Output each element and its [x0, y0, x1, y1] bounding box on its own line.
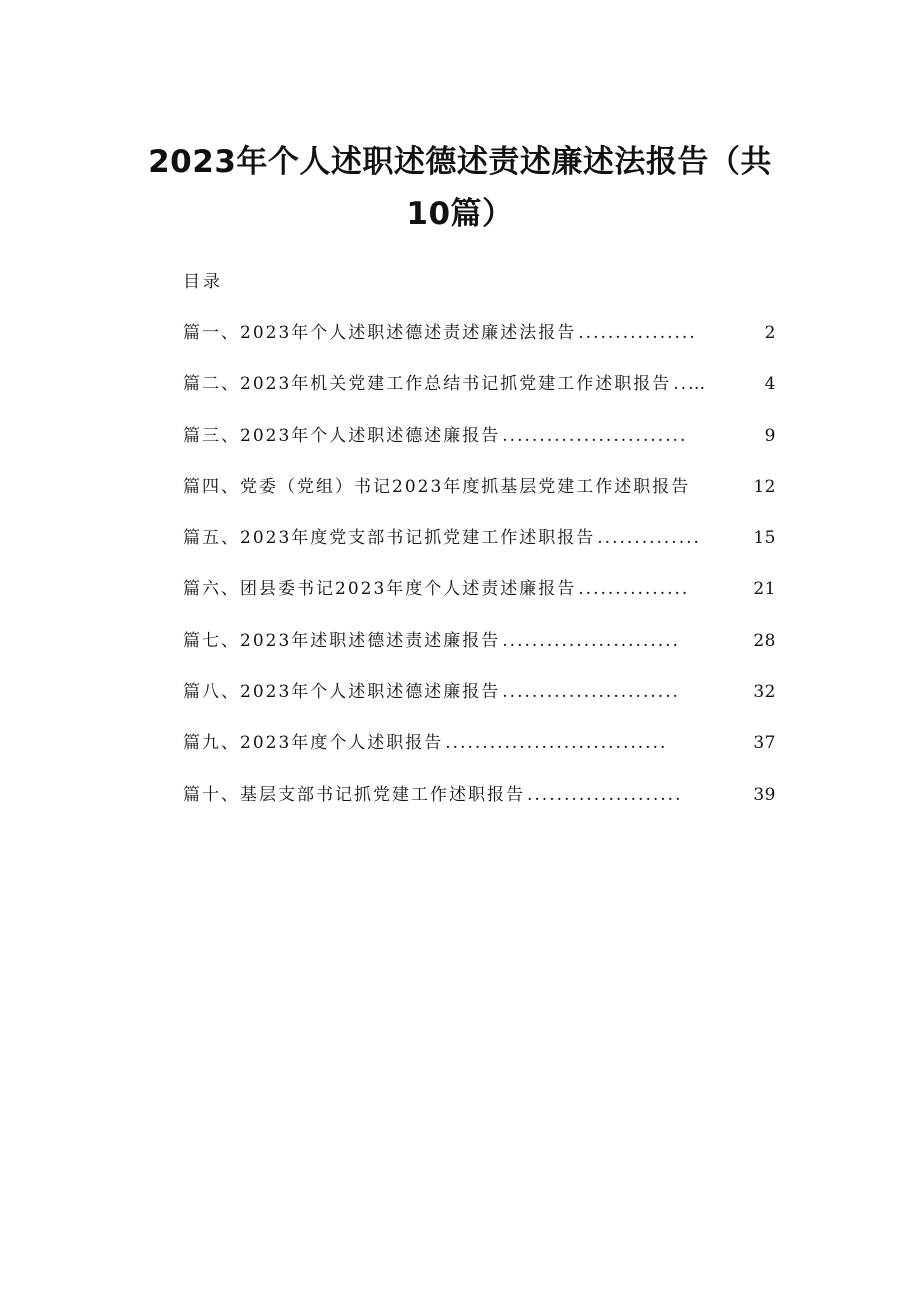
toc-entry-4[interactable]: [183, 474, 776, 525]
toc-entry-3[interactable]: [183, 423, 776, 474]
toc-entry-6[interactable]: [183, 576, 776, 627]
toc-entry-leader: ...............: [578, 579, 690, 600]
toc-entry-leader: ........................: [502, 682, 680, 703]
toc-entry-9[interactable]: [183, 730, 776, 781]
toc-entry-page-number: 9: [764, 425, 776, 446]
toc-entry-title: 篇八、2023年个人述职述德述廉报告: [183, 682, 501, 703]
toc-entry-title: 篇七、2023年述职述德述责述廉报告: [183, 630, 501, 651]
toc-entry-page-number: 2: [764, 323, 776, 343]
toc-entry-8[interactable]: [183, 679, 776, 730]
toc-entry-leader: ........................: [502, 630, 680, 651]
table-of-contents: [183, 320, 776, 833]
toc-entry-page-number: 32: [753, 682, 776, 703]
toc-entry-title: 篇六、团县委书记2023年度个人述责述廉报告: [183, 579, 577, 600]
toc-entry-page-number: 4: [764, 374, 776, 395]
toc-entry-10[interactable]: [183, 782, 776, 833]
toc-entry-leader: ..............................: [445, 733, 668, 754]
toc-entry-title: 篇三、2023年个人述职述德述廉报告: [183, 425, 501, 446]
toc-entry-2[interactable]: [183, 371, 776, 422]
toc-entry-page-number: 15: [753, 528, 776, 549]
toc-entry-page-number: 21: [753, 579, 776, 600]
toc-entry-title: 篇九、2023年度个人述职报告: [183, 733, 444, 754]
document-title: 2023年个人述职述德述责述廉述法报告（共10篇）: [148, 144, 772, 232]
toc-entry-leader: .........................: [502, 425, 688, 446]
toc-entry-page-number: 28: [753, 630, 776, 651]
toc-entry-leader: ................: [578, 323, 697, 343]
toc-entry-1[interactable]: [183, 320, 776, 371]
toc-entry-leader: .....................: [527, 784, 683, 805]
toc-entry-5[interactable]: [183, 525, 776, 576]
toc-entry-title: 篇十、基层支部书记抓党建工作述职报告: [183, 784, 525, 805]
toc-entry-title: 篇四、党委（党组）书记2023年度抓基层党建工作述职报告: [183, 476, 691, 497]
toc-entry-leader: ..…: [673, 374, 708, 395]
toc-entry-7[interactable]: [183, 628, 776, 679]
toc-entry-title: 篇一、2023年个人述职述德述责述廉述法报告: [183, 323, 577, 343]
toc-heading: 目录: [183, 272, 223, 292]
toc-entry-title: 篇二、2023年机关党建工作总结书记抓党建工作述职报告: [183, 374, 672, 395]
toc-entry-page-number: 39: [753, 784, 776, 805]
toc-entry-leader: ..............: [597, 528, 701, 549]
toc-entry-page-number: 12: [753, 476, 776, 497]
toc-entry-title: 篇五、2023年度党支部书记抓党建工作述职报告: [183, 528, 596, 549]
toc-entry-page-number: 37: [753, 733, 776, 754]
